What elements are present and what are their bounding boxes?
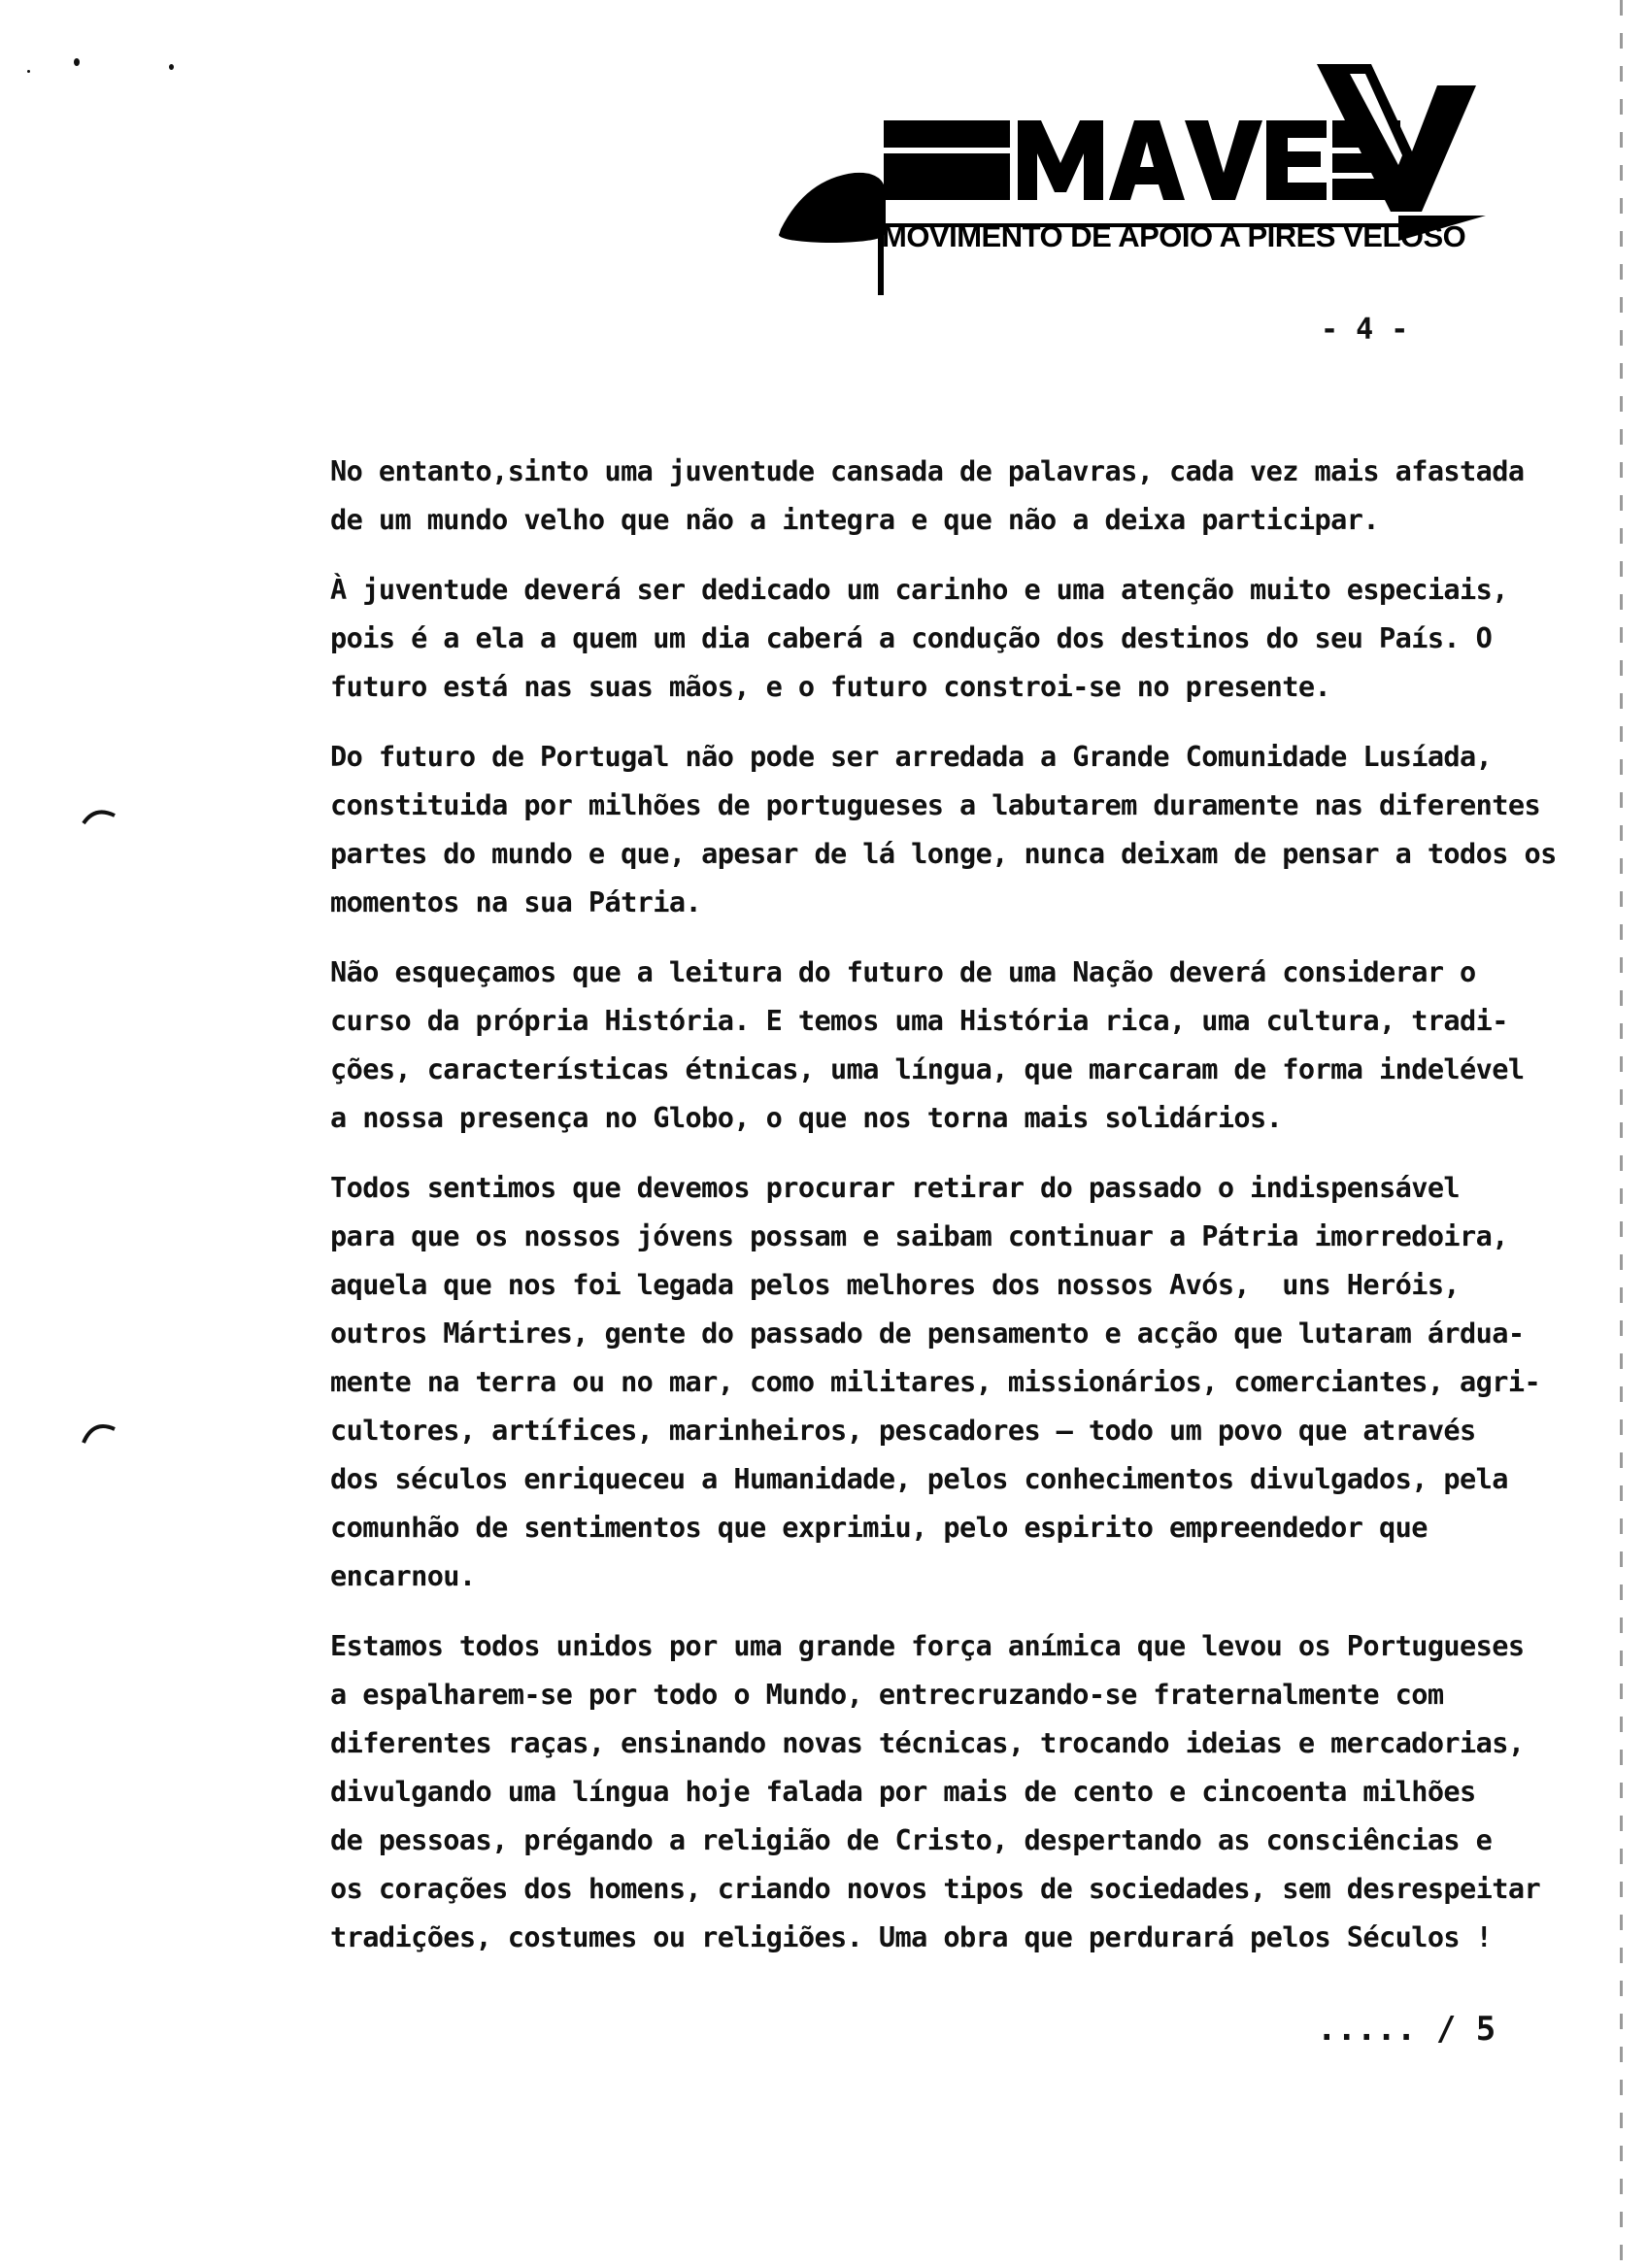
paragraph xyxy=(330,732,1573,926)
text-line: a nossa presença no Globo, o que nos torna mais solidários. xyxy=(330,1101,1283,1134)
text-line: cultores, artífices, marinheiros, pescadores — todo um povo que através xyxy=(330,1414,1476,1447)
text-line: Todos sentimos que devemos procurar retirar do passado o indispensável xyxy=(330,1171,1461,1204)
paragraph xyxy=(330,1163,1573,1600)
text-line: de um mundo velho que não a integra e que não a deixa participar. xyxy=(330,503,1379,536)
text-line: encarnou. xyxy=(330,1559,476,1592)
text-line: divulgando uma língua hoje falada por mais de cento e cincoenta milhões xyxy=(330,1775,1476,1808)
text-line: curso da própria História. E temos uma História rica, uma cultura, tradi- xyxy=(330,1004,1508,1037)
text-line: À juventude deverá ser dedicado um carinho e uma atenção muito especiais, xyxy=(330,573,1508,606)
text-line: aquela que nos foi legada pelos melhores dos nossos Avós, uns Heróis, xyxy=(330,1268,1461,1301)
text-line: os corações dos homens, criando novos tipos de sociedades, sem desrespeitar xyxy=(330,1872,1541,1905)
scan-edge-line xyxy=(1620,0,1623,2268)
text-line: momentos na sua Pátria. xyxy=(330,885,702,918)
text-line: tradições, costumes ou religiões. Uma obra que perdurará pelos Séculos ! xyxy=(330,1920,1493,1953)
text-line: Do futuro de Portugal não pode ser arredada a Grande Comunidade Lusíada, xyxy=(330,740,1493,773)
text-line: pois é a ela a quem um dia caberá a condução dos destinos do seu País. O xyxy=(330,621,1493,654)
paragraph xyxy=(330,948,1573,1142)
binder-hole-mark-lower xyxy=(80,1414,118,1452)
text-line: futuro está nas suas mãos, e o futuro constroi-se no presente. xyxy=(330,670,1331,703)
paragraph xyxy=(330,447,1573,544)
paragraph xyxy=(330,1621,1573,1961)
text-line: Não esqueçamos que a leitura do futuro de uma Nação deverá considerar o xyxy=(330,955,1476,988)
text-line: partes do mundo e que, apesar de lá longe, nunca deixam de pensar a todos os xyxy=(330,837,1557,870)
text-line: diferentes raças, ensinando novas técnicas, trocando ideias e mercadorias, xyxy=(330,1726,1525,1759)
text-line: Estamos todos unidos por uma grande força anímica que levou os Portugueses xyxy=(330,1629,1525,1662)
binder-hole-mark-upper xyxy=(80,802,118,841)
mave-logo-graphic xyxy=(777,64,1486,297)
text-line: dos séculos enriqueceu a Humanidade, pelos conhecimentos divulgados, pela xyxy=(330,1462,1508,1495)
mave-logo xyxy=(777,64,1486,297)
text-line: constituida por milhões de portugueses a labutarem duramente nas diferentes xyxy=(330,788,1541,821)
text-line: mente na terra ou no mar, como militares, missionários, comerciantes, agri- xyxy=(330,1365,1541,1398)
logo-tagline: MOVIMENTO DE APOIO A PIRES VELOSO xyxy=(882,219,1466,253)
text-line: outros Mártires, gente do passado de pensamento e acção que lutaram árdua- xyxy=(330,1317,1525,1350)
page-number: - 4 - xyxy=(1321,313,1409,347)
continuation-marker: ..... / 5 xyxy=(1317,2010,1496,2049)
text-line: a espalharem-se por todo o Mundo, entrecruzando-se fraternalmente com xyxy=(330,1678,1444,1711)
scan-speck xyxy=(27,70,30,73)
text-line: para que os nossos jóvens possam e saibam continuar a Pátria imorredoira, xyxy=(330,1219,1508,1252)
scan-speck xyxy=(169,64,174,70)
paragraph xyxy=(330,565,1573,711)
text-line: No entanto,sinto uma juventude cansada de palavras, cada vez mais afastada xyxy=(330,454,1525,487)
text-line: de pessoas, prégando a religião de Cristo, despertando as consciências e xyxy=(330,1823,1493,1856)
text-line: ções, características étnicas, uma língua, que marcaram de forma indelével xyxy=(330,1052,1525,1085)
scan-speck xyxy=(74,58,80,66)
document-body xyxy=(330,447,1573,1983)
text-line: comunhão de sentimentos que exprimiu, pelo espirito empreendedor que xyxy=(330,1511,1428,1544)
